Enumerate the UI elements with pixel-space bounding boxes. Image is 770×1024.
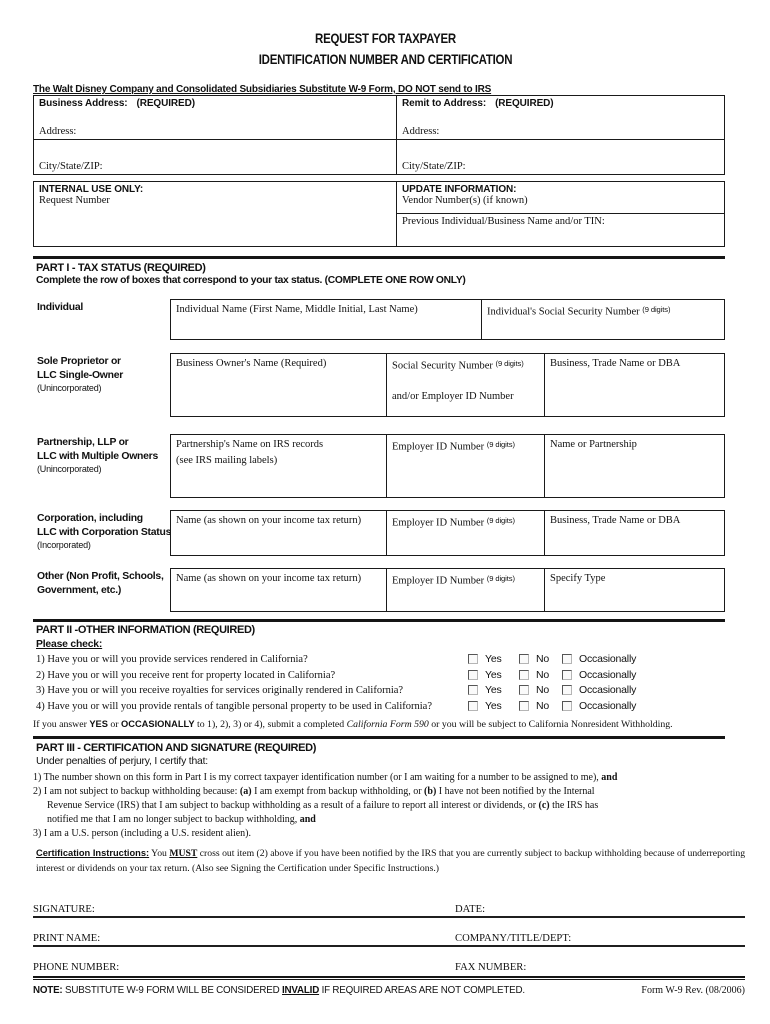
invalid-note: NOTE: SUBSTITUTE W-9 FORM WILL BE CONSIDERED INVALID IF REQUIRED AREAS ARE NOT COMPLETED. bbox=[33, 985, 525, 996]
update-info-header: UPDATE INFORMATION: bbox=[402, 184, 517, 195]
question-3-no-checkbox[interactable] bbox=[519, 685, 529, 695]
phone-fax-row bbox=[33, 947, 745, 974]
question-1-yes-checkbox[interactable] bbox=[468, 654, 478, 664]
part1-subheading: Complete the row of boxes that correspond to your tax status. (COMPLETE ONE ROW ONLY) bbox=[36, 275, 466, 286]
question-2-row bbox=[33, 669, 745, 685]
part3-divider-bar bbox=[33, 736, 725, 739]
tax-status-row-other bbox=[33, 568, 725, 612]
fax-number-field[interactable] bbox=[526, 956, 745, 974]
remit-city-label: City/State/ZIP: bbox=[402, 161, 466, 172]
signature-label: SIGNATURE: bbox=[33, 904, 95, 915]
individual-ssn-field[interactable]: Individual's Social Security Number $^{(9 digits)}$ bbox=[481, 300, 724, 339]
request-number-label: Request Number bbox=[39, 195, 110, 206]
remit-address-field[interactable] bbox=[396, 96, 724, 139]
tax-status-row-sole-proprietor bbox=[33, 353, 725, 417]
yes-label: Yes bbox=[485, 684, 502, 696]
signature-date-row bbox=[33, 889, 745, 918]
phone-number-label: PHONE NUMBER: bbox=[33, 962, 120, 973]
tax-status-row-individual bbox=[33, 299, 725, 340]
occasionally-label: Occasionally bbox=[579, 653, 637, 665]
internal-update-table bbox=[33, 181, 725, 247]
date-label: DATE: bbox=[455, 904, 486, 915]
other-name-field[interactable]: Name (as shown on your income tax return) bbox=[176, 573, 362, 584]
owner-ssn-field[interactable]: Social Security Number $^{(9 digits)}$ and/or Employer ID Number bbox=[386, 354, 544, 416]
yes-label: Yes bbox=[485, 653, 502, 665]
footer-divider-bar bbox=[33, 976, 745, 980]
certify-item-1: 1) The number shown on this form in Part I is my correct taxpayer identification number (or I am waiting for a number to be assigned to me), and bbox=[33, 772, 618, 783]
question-3-occasionally-checkbox[interactable] bbox=[562, 685, 572, 695]
vendor-number-label: Vendor Number(s) (if known) bbox=[402, 195, 528, 206]
owner-name-field[interactable]: Business Owner's Name (Required) bbox=[176, 358, 327, 369]
occasionally-label: Occasionally bbox=[579, 699, 637, 712]
form-subtitle: The Walt Disney Company and Consolidated Subsidiaries Substitute W-9 Form, DO NOT send to IRS bbox=[33, 84, 492, 95]
question-1-occasionally-checkbox[interactable] bbox=[562, 654, 572, 664]
phone-number-field[interactable] bbox=[119, 956, 455, 974]
fax-number-label: FAX NUMBER: bbox=[455, 962, 527, 973]
question-2-text: 2) Have you or will you receive rent for property located in California? bbox=[36, 669, 336, 681]
business-address-field[interactable] bbox=[34, 96, 396, 139]
business-city-field[interactable] bbox=[34, 140, 396, 174]
question-4-text: 4) Have you or will you provide rentals of tangible personal property to be used in California? bbox=[36, 700, 432, 712]
address-table bbox=[33, 95, 725, 175]
no-label: No bbox=[536, 653, 550, 665]
question-3-row bbox=[33, 684, 745, 700]
no-label: No bbox=[536, 699, 550, 712]
print-name-label: PRINT NAME: bbox=[33, 933, 101, 944]
previous-name-field[interactable] bbox=[397, 213, 724, 246]
tax-status-row-partnership bbox=[33, 434, 725, 498]
question-2-no-checkbox[interactable] bbox=[519, 670, 529, 680]
question-4-occasionally-checkbox[interactable] bbox=[562, 701, 572, 711]
remit-address-label: Address: bbox=[402, 126, 440, 137]
certification-instructions-line1: Certification Instructions: You MUST cross out item (2) above if you have been notified by the IRS that you are currently subject to backup withholding because of underreporting bbox=[36, 848, 746, 859]
part2-footer-note: If you answer YES or OCCASIONALLY to 1), 2), 3) or 4), submit a completed California Form 590 or you will be subject to California Nonresident Withholding. bbox=[33, 719, 673, 730]
company-title-dept-field[interactable] bbox=[571, 927, 745, 945]
footer-row bbox=[33, 985, 745, 996]
question-4-row bbox=[33, 700, 745, 716]
request-number-field[interactable] bbox=[34, 182, 396, 246]
question-3-yes-checkbox[interactable] bbox=[468, 685, 478, 695]
remit-city-field[interactable] bbox=[396, 140, 724, 174]
company-title-dept-label: COMPANY/TITLE/DEPT: bbox=[455, 933, 572, 944]
print-name-company-row bbox=[33, 918, 745, 947]
date-field[interactable] bbox=[485, 898, 745, 916]
corporation-name-field[interactable]: Name (as shown on your income tax return) bbox=[176, 515, 362, 526]
individual-row-label: Individual bbox=[37, 302, 83, 313]
part2-divider-bar bbox=[33, 619, 725, 622]
other-ein-field[interactable]: Employer ID Number $^{(9 digits)}$ bbox=[386, 569, 544, 611]
occasionally-label: Occasionally bbox=[579, 684, 637, 696]
form-title-line1: REQUEST FOR TAXPAYER bbox=[315, 30, 456, 46]
yes-label: Yes bbox=[485, 668, 502, 681]
owner-dba-field[interactable]: Business, Trade Name or DBA bbox=[544, 354, 724, 416]
question-4-yes-checkbox[interactable] bbox=[468, 701, 478, 711]
question-3-text: 3) Have you or will you receive royalties for services originally rendered in California? bbox=[36, 685, 404, 696]
part1-divider-bar bbox=[33, 256, 725, 259]
question-1-text: 1) Have you or will you provide services rendered in California? bbox=[36, 654, 308, 665]
print-name-field[interactable] bbox=[100, 927, 455, 945]
certification-instructions-line2: interest or dividends on your tax return. (Also see Signing the Certification under Specific Instructions.) bbox=[36, 863, 440, 874]
other-row-label: Other (Non Profit, Schools, Government, etc.) bbox=[37, 571, 164, 596]
partnership-row-label: Partnership, LLP or LLC with Multiple Owners (Unincorporated) bbox=[37, 437, 158, 474]
partnership-dba-field[interactable]: Name or Partnership bbox=[544, 435, 724, 497]
sole-proprietor-row-label: Sole Proprietor or LLC Single-Owner (Unincorporated) bbox=[37, 356, 124, 393]
form-title-line2: IDENTIFICATION NUMBER AND CERTIFICATION bbox=[258, 51, 513, 67]
question-2-occasionally-checkbox[interactable] bbox=[562, 670, 572, 680]
question-4-no-checkbox[interactable] bbox=[519, 701, 529, 711]
no-label: No bbox=[536, 668, 550, 681]
question-2-yes-checkbox[interactable] bbox=[468, 670, 478, 680]
certify-item-2-line1: 2) I am not subject to backup withholding because: (a) I am exempt from backup withholding, or (b) I have not been notified by the Internal bbox=[33, 786, 595, 797]
certify-item-2-line3: notified me that I am no longer subject to backup withholding, and bbox=[47, 814, 316, 825]
certify-item-3: 3) I am a U.S. person (including a U.S. resident alien). bbox=[33, 828, 252, 839]
part3-intro: Under penalties of perjury, I certify that: bbox=[36, 756, 208, 767]
yes-label: Yes bbox=[485, 699, 502, 712]
remit-address-header: Remit to Address: (REQUIRED) bbox=[402, 98, 554, 109]
business-city-label: City/State/ZIP: bbox=[39, 161, 103, 172]
question-1-row bbox=[33, 653, 745, 669]
partnership-ein-field[interactable]: Employer ID Number $^{(9 digits)}$ bbox=[386, 435, 544, 497]
corporation-row-label: Corporation, including LLC with Corporation Status (Incorporated) bbox=[37, 513, 172, 550]
occasionally-label: Occasionally bbox=[579, 668, 637, 681]
form-revision-label: Form W-9 Rev. (08/2006) bbox=[641, 985, 745, 996]
part3-heading: PART III - CERTIFICATION AND SIGNATURE (REQUIRED) bbox=[36, 742, 317, 754]
part1-heading: PART I - TAX STATUS (REQUIRED) bbox=[36, 262, 206, 274]
corporation-ein-field[interactable]: Employer ID Number $^{(9 digits)}$ bbox=[386, 511, 544, 555]
please-check-label: Please check: bbox=[36, 639, 103, 650]
no-label: No bbox=[536, 684, 550, 696]
form-title bbox=[33, 0, 738, 70]
business-address-label: Address: bbox=[39, 126, 77, 137]
partnership-name-field[interactable]: Partnership's Name on IRS records (see IRS mailing labels) bbox=[176, 439, 324, 466]
certify-item-2-line2: Revenue Service (IRS) that I am subject to backup withholding as a result of a failure to report all interest or dividends, or (c) the IRS has bbox=[47, 800, 599, 811]
internal-use-header: INTERNAL USE ONLY: bbox=[39, 184, 144, 195]
question-1-no-checkbox[interactable] bbox=[519, 654, 529, 664]
business-address-header: Business Address: (REQUIRED) bbox=[39, 98, 195, 109]
previous-name-label: Previous Individual/Business Name and/or TIN: bbox=[402, 216, 605, 227]
part2-heading: PART II -OTHER INFORMATION (REQUIRED) bbox=[36, 624, 255, 636]
vendor-number-field[interactable] bbox=[397, 182, 724, 213]
signature-field[interactable] bbox=[95, 898, 455, 916]
corporation-dba-field[interactable]: Business, Trade Name or DBA bbox=[544, 511, 724, 555]
tax-status-row-corporation bbox=[33, 510, 725, 556]
other-specify-type-field[interactable]: Specify Type bbox=[544, 569, 724, 611]
individual-name-field[interactable]: Individual Name (First Name, Middle Initial, Last Name) bbox=[176, 304, 418, 315]
